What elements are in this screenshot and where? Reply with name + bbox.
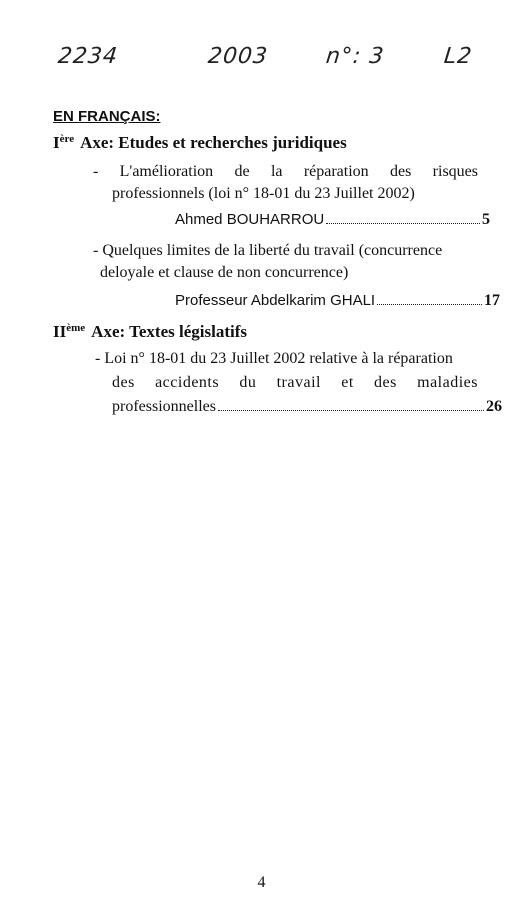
axis-number: II bbox=[53, 322, 67, 341]
entry-page-number: 26 bbox=[486, 398, 502, 415]
entry-page-number: 17 bbox=[484, 292, 500, 309]
axis-heading-2 bbox=[53, 322, 247, 342]
page-number: 4 bbox=[257, 874, 266, 891]
axis-number: I bbox=[53, 133, 60, 152]
toc-entry-row bbox=[112, 396, 502, 418]
handwritten-note-1: 2234 bbox=[56, 44, 120, 69]
entry-title-line: - L'amélioration de la réparation des risques bbox=[93, 163, 478, 180]
entry-title-line: deloyale et clause de non concurrence) bbox=[100, 264, 349, 281]
dot-leader bbox=[377, 303, 482, 305]
entry-title-line: professionnels (loi n° 18-01 du 23 Juillet 2002) bbox=[112, 185, 415, 202]
toc-author-row bbox=[175, 290, 500, 312]
entry-author: Professeur Abdelkarim GHALI bbox=[175, 292, 376, 309]
handwritten-note-4: L2 bbox=[442, 44, 474, 69]
section-title: EN FRANÇAIS: bbox=[53, 108, 161, 125]
handwritten-note-2: 2003 bbox=[206, 44, 270, 69]
entry-title-line: des accidents du travail et des maladies bbox=[112, 374, 478, 391]
entry-title-line: - Loi n° 18-01 du 23 Juillet 2002 relative à la réparation bbox=[95, 350, 453, 367]
axis-ordinal: ère bbox=[59, 133, 75, 145]
axis-ordinal: ème bbox=[66, 322, 86, 334]
entry-page-number: 5 bbox=[482, 211, 490, 228]
axis-heading-1 bbox=[53, 133, 347, 153]
entry-author: Ahmed BOUHARROU bbox=[175, 211, 325, 228]
dot-leader bbox=[326, 222, 480, 224]
axis-title: Axe: Textes législatifs bbox=[91, 322, 247, 341]
handwritten-note-3: n°: 3 bbox=[324, 44, 386, 69]
dot-leader bbox=[218, 409, 484, 411]
entry-title-line: - Quelques limites de la liberté du travail (concurrence bbox=[93, 242, 443, 259]
axis-title: Axe: Etudes et recherches juridiques bbox=[80, 133, 347, 152]
entry-title-line: professionnelles bbox=[112, 398, 216, 415]
toc-author-row bbox=[175, 209, 490, 231]
